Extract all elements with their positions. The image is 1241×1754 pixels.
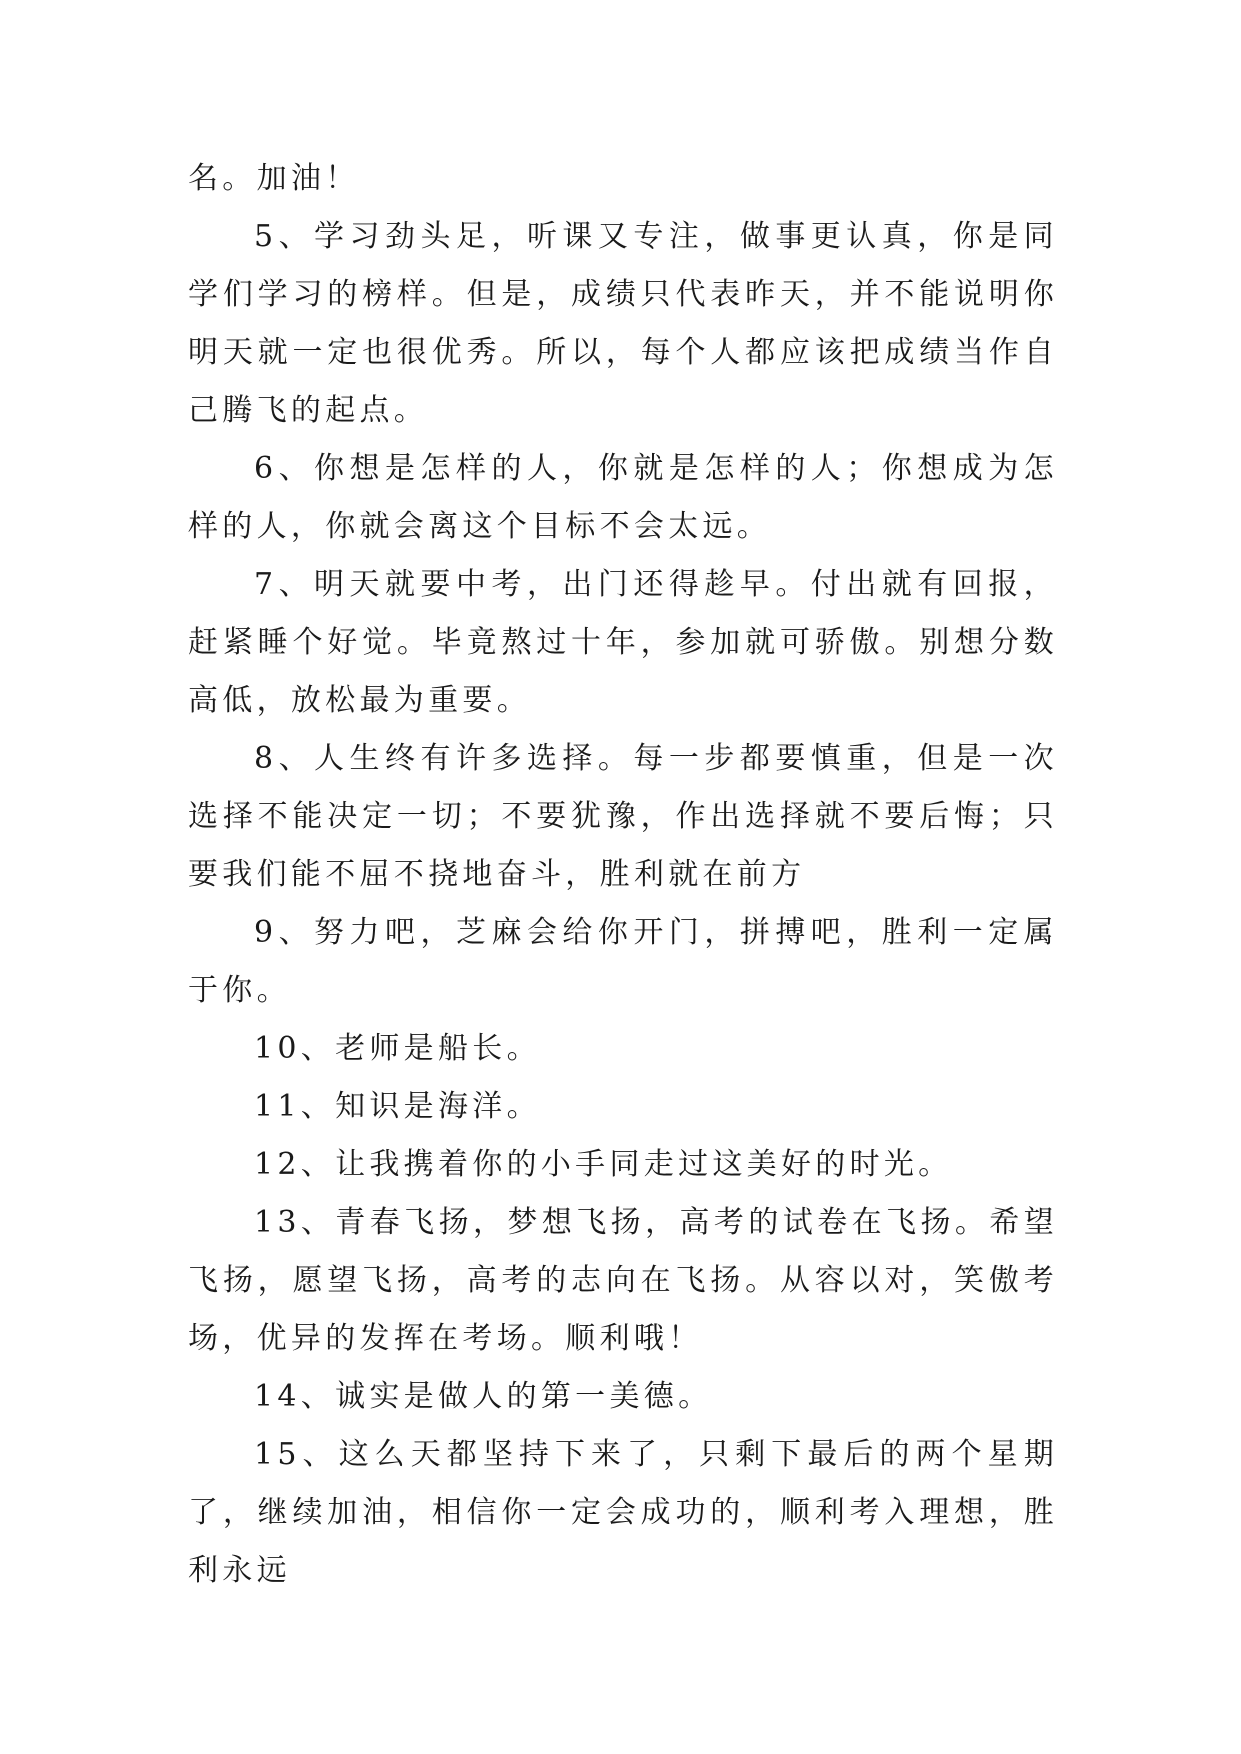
- paragraph-item-10: 10、老师是船长。: [254, 1031, 541, 1066]
- paragraph-item-6: 6、你想是怎样的人，你就是怎样的人；你想成为怎样的人，你就会离这个目标不会太远。: [188, 451, 1058, 544]
- paragraph-item-11: 11、知识是海洋。: [254, 1089, 541, 1124]
- paragraph-item-9: 9、努力吧，芝麻会给你开门，拼搏吧，胜利一定属于你。: [188, 915, 1058, 1008]
- paragraph-item-13: 13、青春飞扬，梦想飞扬，高考的试卷在飞扬。希望飞扬，愿望飞扬，高考的志向在飞扬。从容以对，笑傲考场，优异的发挥在考场。顺利哦！: [188, 1205, 1058, 1356]
- document-body: [188, 150, 1058, 1600]
- paragraph-item-5: 5、学习劲头足，听课又专注，做事更认真，你是同学们学习的榜样。但是，成绩只代表昨天，并不能说明你明天就一定也很优秀。所以，每个人都应该把成绩当作自己腾飞的起点。: [188, 219, 1058, 428]
- paragraph-item-14: 14、诚实是做人的第一美德。: [254, 1379, 713, 1414]
- paragraph-item-12: 12、让我携着你的小手同走过这美好的时光。: [254, 1147, 953, 1182]
- paragraph-item-15: 15、这么天都坚持下来了，只剩下最后的两个星期了，继续加油，相信你一定会成功的，顺利考入理想，胜利永远: [188, 1437, 1058, 1588]
- paragraph-continuation: 名。加油！: [188, 161, 360, 196]
- paragraph-item-7: 7、明天就要中考，出门还得趁早。付出就有回报，赶紧睡个好觉。毕竟熬过十年，参加就可骄傲。别想分数高低，放松最为重要。: [188, 567, 1058, 718]
- paragraph-item-8: 8、人生终有许多选择。每一步都要慎重，但是一次选择不能决定一切；不要犹豫，作出选择就不要后悔；只要我们能不屈不挠地奋斗，胜利就在前方: [188, 741, 1058, 892]
